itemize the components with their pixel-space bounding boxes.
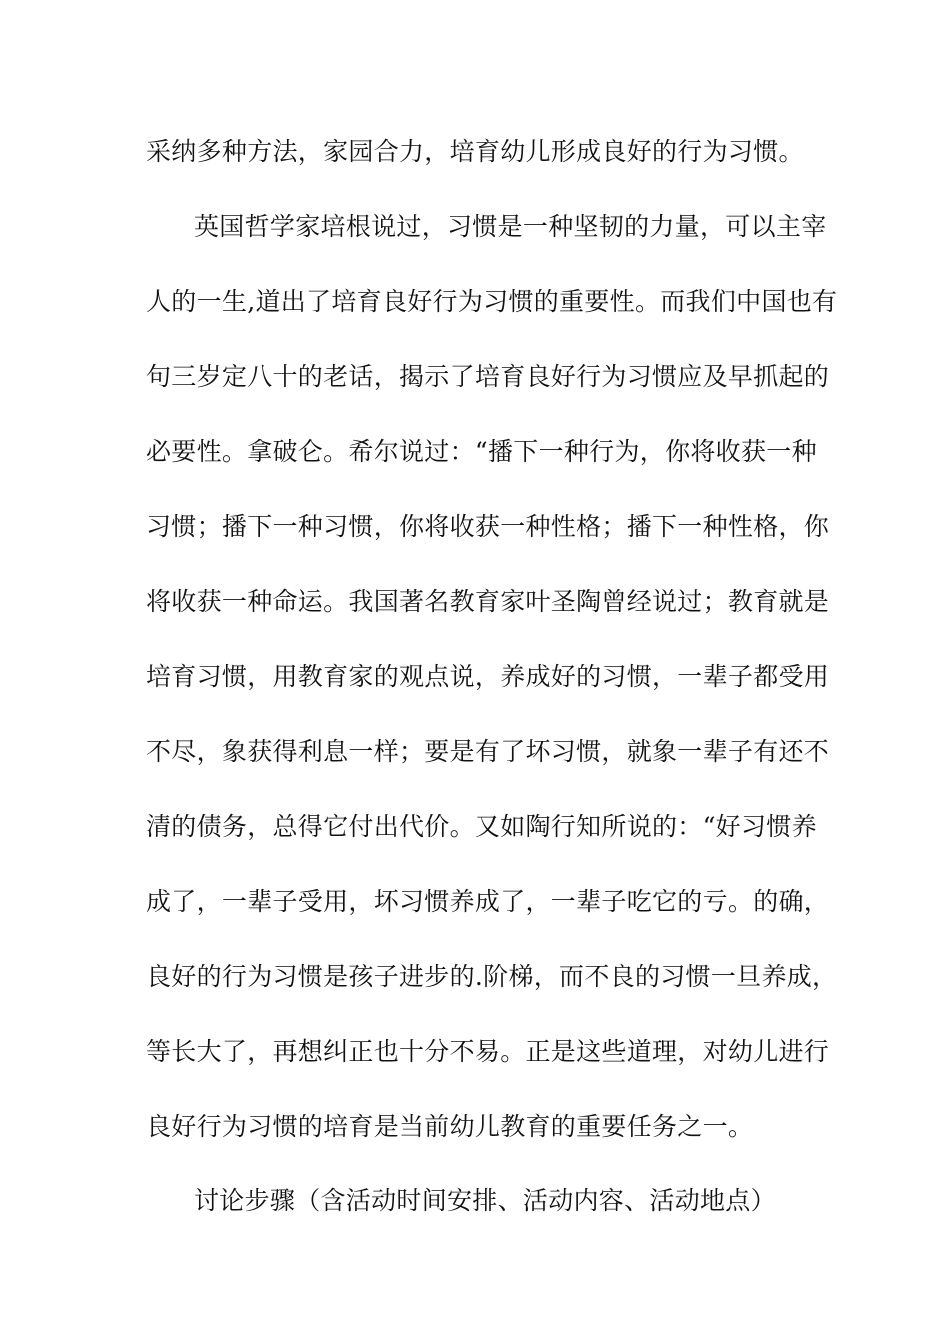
paragraph-line: 采纳多种方法，家园合力，培育幼儿形成良好的行为习惯。 <box>146 137 804 166</box>
section-heading: 讨论步骤（含活动时间安排、活动内容、活动地点） <box>194 1186 776 1215</box>
paragraph-line: 将收获一种命运。我国著名教育家叶圣陶曾经说过；教育就是 <box>146 587 830 616</box>
paragraph-line: 清的债务，总得它付出代价。又如陶行知所说的：“好习惯养 <box>146 812 817 841</box>
paragraph-line: 良好行为习惯的培育是当前幼儿教育的重要任务之一。 <box>146 1112 754 1141</box>
paragraph-line: 成了，一辈子受用，坏习惯养成了，一辈子吃它的亏。的确， <box>146 887 830 916</box>
paragraph-line: 句三岁定八十的老话，揭示了培育良好行为习惯应及早抓起的 <box>146 362 830 391</box>
paragraph-line: 良好的行为习惯是孩子进步的.阶梯，而不良的习惯一旦养成， <box>146 962 838 991</box>
paragraph-line: 习惯；播下一种习惯，你将收获一种性格；播下一种性格，你 <box>146 512 830 541</box>
paragraph-line: 等长大了，再想纠正也十分不易。正是这些道理，对幼儿进行 <box>146 1037 830 1066</box>
paragraph-line: 人的一生,道出了培育良好行为习惯的重要性。而我们中国也有 <box>146 287 838 316</box>
paragraph-line: 培育习惯，用教育家的观点说，养成好的习惯，一辈子都受用 <box>146 662 830 691</box>
paragraph-line: 英国哲学家培根说过，习惯是一种坚韧的力量，可以主宰 <box>194 212 827 241</box>
paragraph-line: 必要性。拿破仑。希尔说过：“播下一种行为，你将收获一种 <box>146 437 817 466</box>
paragraph-line: 不尽，象获得利息一样；要是有了坏习惯，就象一辈子有还不 <box>146 737 830 766</box>
